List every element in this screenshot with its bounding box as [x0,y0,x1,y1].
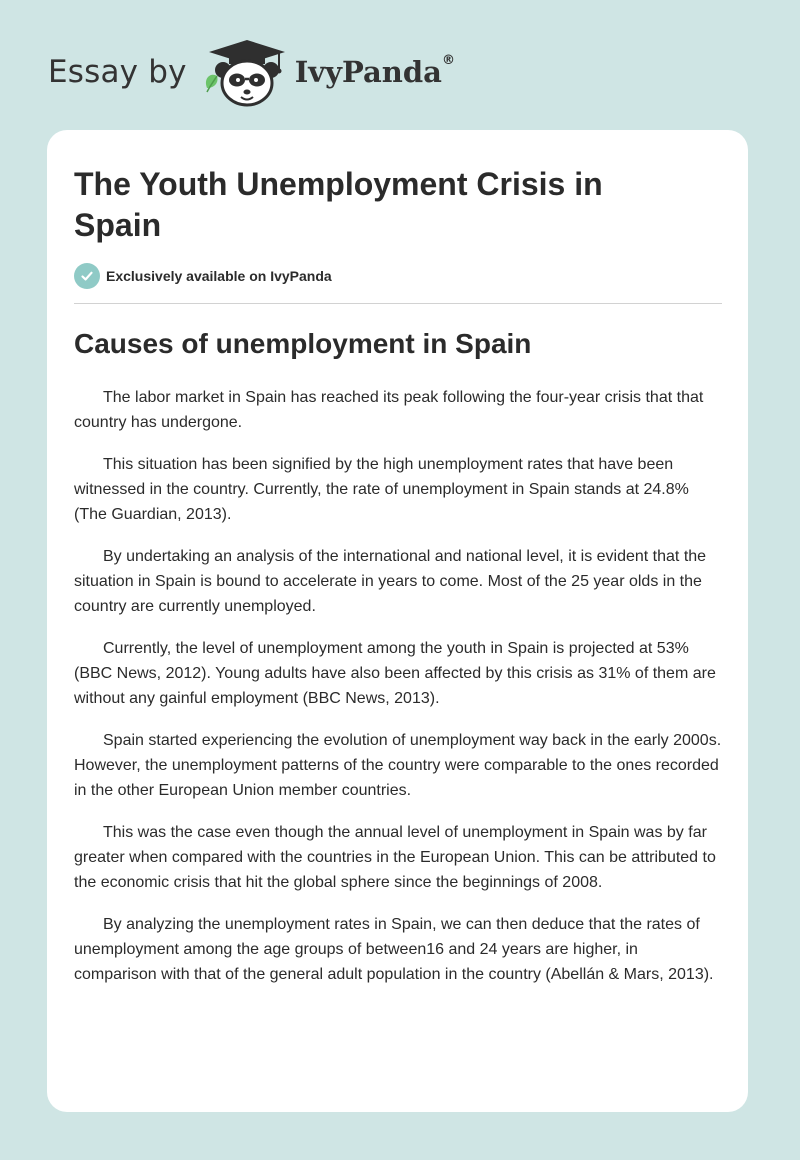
essay-card [47,130,748,1112]
exclusive-badge [74,263,332,289]
brand-header [48,36,455,108]
check-icon [74,263,100,289]
brand-name [294,52,455,89]
paragraph: This was the case even though the annual level of unemployment in Spain was by far greater when compared with the countries in the European Union. This can be attributed to the economic crisis that hit the global sphere since the beginnings of 2008. [74,824,716,891]
panda-logo-icon [201,36,293,108]
registered-mark: ® [441,52,455,68]
paragraph: This situation has been signified by the high unemployment rates that have been witnessed in the country. Currently, the rate of unemployment in Spain stands at 24.8% (The Guardian, 2013). [74,456,689,523]
section-heading: Causes of unemployment in Spain [74,328,532,359]
paragraph: By analyzing the unemployment rates in Spain, we can then deduce that the rates of unemployment among the age groups of between16 and 24 years are higher, in comparison with that of the general adult population in the country (Abellán & Mars, 2013). [74,916,714,983]
paragraph: The labor market in Spain has reached its peak following the four-year crisis that that country has undergone. [74,389,704,431]
paragraph: Spain started experiencing the evolution of unemployment way back in the early 2000s. However, the unemployment patterns of the country were comparable to the ones recorded in the other European Union member countries. [74,732,722,799]
brand-name-text: IvyPanda [294,54,442,89]
page-title: The Youth Unemployment Crisis in Spain [74,166,603,243]
divider [74,303,722,304]
paragraph: By undertaking an analysis of the international and national level, it is evident that the situation in Spain is bound to accelerate in years to come. Most of the 25 year olds in the country are currently unemployed. [74,548,707,615]
paragraph: Currently, the level of unemployment among the youth in Spain is projected at 53% (BBC News, 2012). Young adults have also been affected by this crisis as 31% of them are without any gainful employment (BBC News, 2013). [74,640,716,707]
badge-text: Exclusively available on IvyPanda [106,268,332,284]
essay-body [74,385,722,1004]
essay-by-label: Essay by [48,53,187,90]
